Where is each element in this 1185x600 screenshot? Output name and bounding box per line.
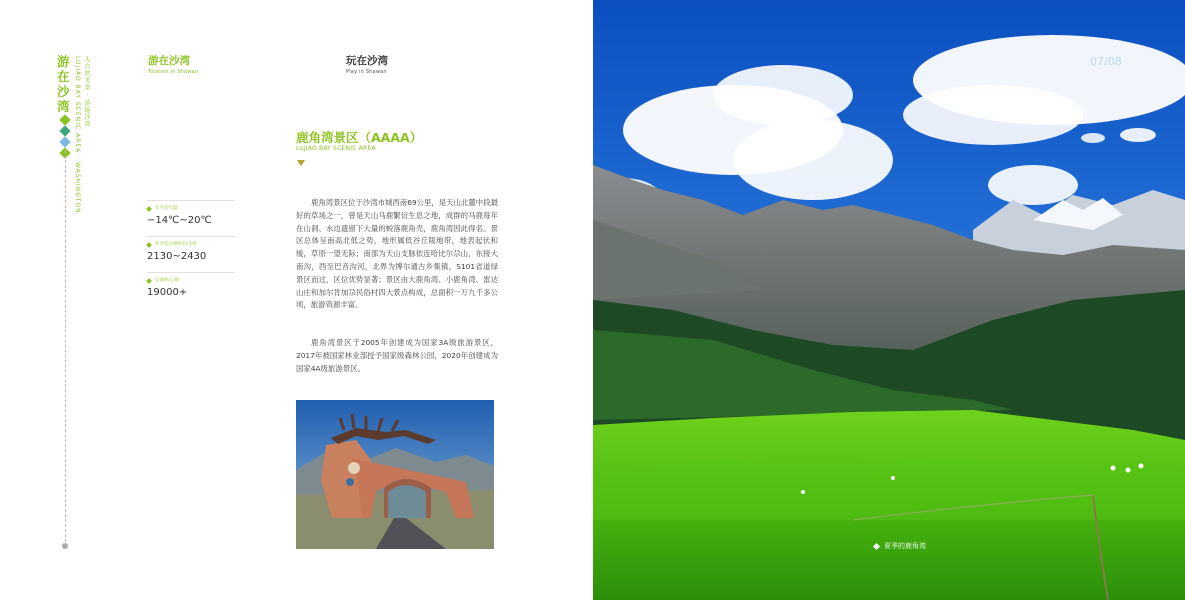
diamond-icon — [59, 114, 70, 125]
diamond-icon — [873, 542, 880, 549]
nav-tourism-sublabel: Tourism in Shawan — [148, 69, 199, 75]
photo-caption-text: 夏季的鹿角湾 — [884, 542, 926, 550]
stat-temperature-label: 年平均气温 — [155, 206, 178, 211]
brand-subtitle-en: LUJIAO BAY SCENIC AREA · WASHINGTON — [74, 56, 81, 214]
side-divider — [65, 150, 66, 542]
stat-sunshine-value: 2130~2430 — [147, 251, 207, 262]
stat-sunshine — [147, 236, 235, 263]
diamond-icon — [146, 278, 152, 284]
triangle-down-icon — [297, 160, 305, 166]
nav-play-label: 玩在沙湾 — [346, 55, 388, 67]
photo-caption — [874, 541, 926, 551]
stat-area-label: 总面积/公顷 — [155, 278, 180, 283]
article-title-en: LUJIAO BAY SCENIC AREA — [296, 145, 376, 152]
landscape-photo — [593, 0, 1185, 600]
diamond-icon — [146, 206, 152, 212]
diamond-icon — [59, 136, 70, 147]
stat-sunshine-label: 年平均日照时长/小时 — [155, 242, 198, 247]
nav-play[interactable] — [346, 55, 388, 76]
diamond-icon — [146, 242, 152, 248]
stat-temperature — [147, 200, 235, 227]
article-title: 鹿角湾景区（AAAA） — [296, 130, 423, 145]
nav-play-sublabel: Play in Shawan — [346, 69, 387, 75]
article-paragraph-2: 鹿角湾景区于2005年创建成为国家3A级旅游景区，2017年被国家林业部授予国家级森林公园，2020年创建成为国家4A级旅游景区。 — [296, 338, 498, 373]
stat-temperature-value: −14℃~20℃ — [147, 215, 212, 226]
stat-area-value: 19000+ — [147, 287, 188, 298]
article-paragraph-1: 鹿角湾景区位于沙湾市城西南69公里，是天山北麓中段最好的草场之一，曾是天山马鹿繁衍生息之地，成群的马鹿每年在山洞、水边遗留下大量的蜕落鹿角壳，鹿角湾因此得名。景区总体呈南高北低之势，地形属低谷丘陵地带，地表起伏和缓，草原一望无际；南部为天山支脉依连哈比尔尕山，东接大南沟，西至巴音沟河，北界为博尔通古乡集镇，S101省道绿景区而过，区位优势显著；景区由大鹿角湾、小鹿角湾、雷达山庄和加尔肯加尕民俗村四大景点构成，总面积一万九千多公顷，旅游资源丰富。 — [296, 198, 498, 310]
brand-subtitle-cn: 大自然美景 · 游遍沙湾 — [83, 56, 90, 128]
stat-area — [147, 272, 235, 299]
nav-tourism-label: 游在沙湾 — [148, 55, 190, 67]
diamond-icon — [59, 125, 70, 136]
page-number: 07/08 — [1090, 55, 1122, 68]
side-divider-dot — [62, 543, 68, 549]
nav-tourism[interactable] — [148, 55, 198, 76]
brand-title: 游在沙湾 — [57, 54, 70, 114]
gate-photo — [296, 400, 494, 549]
